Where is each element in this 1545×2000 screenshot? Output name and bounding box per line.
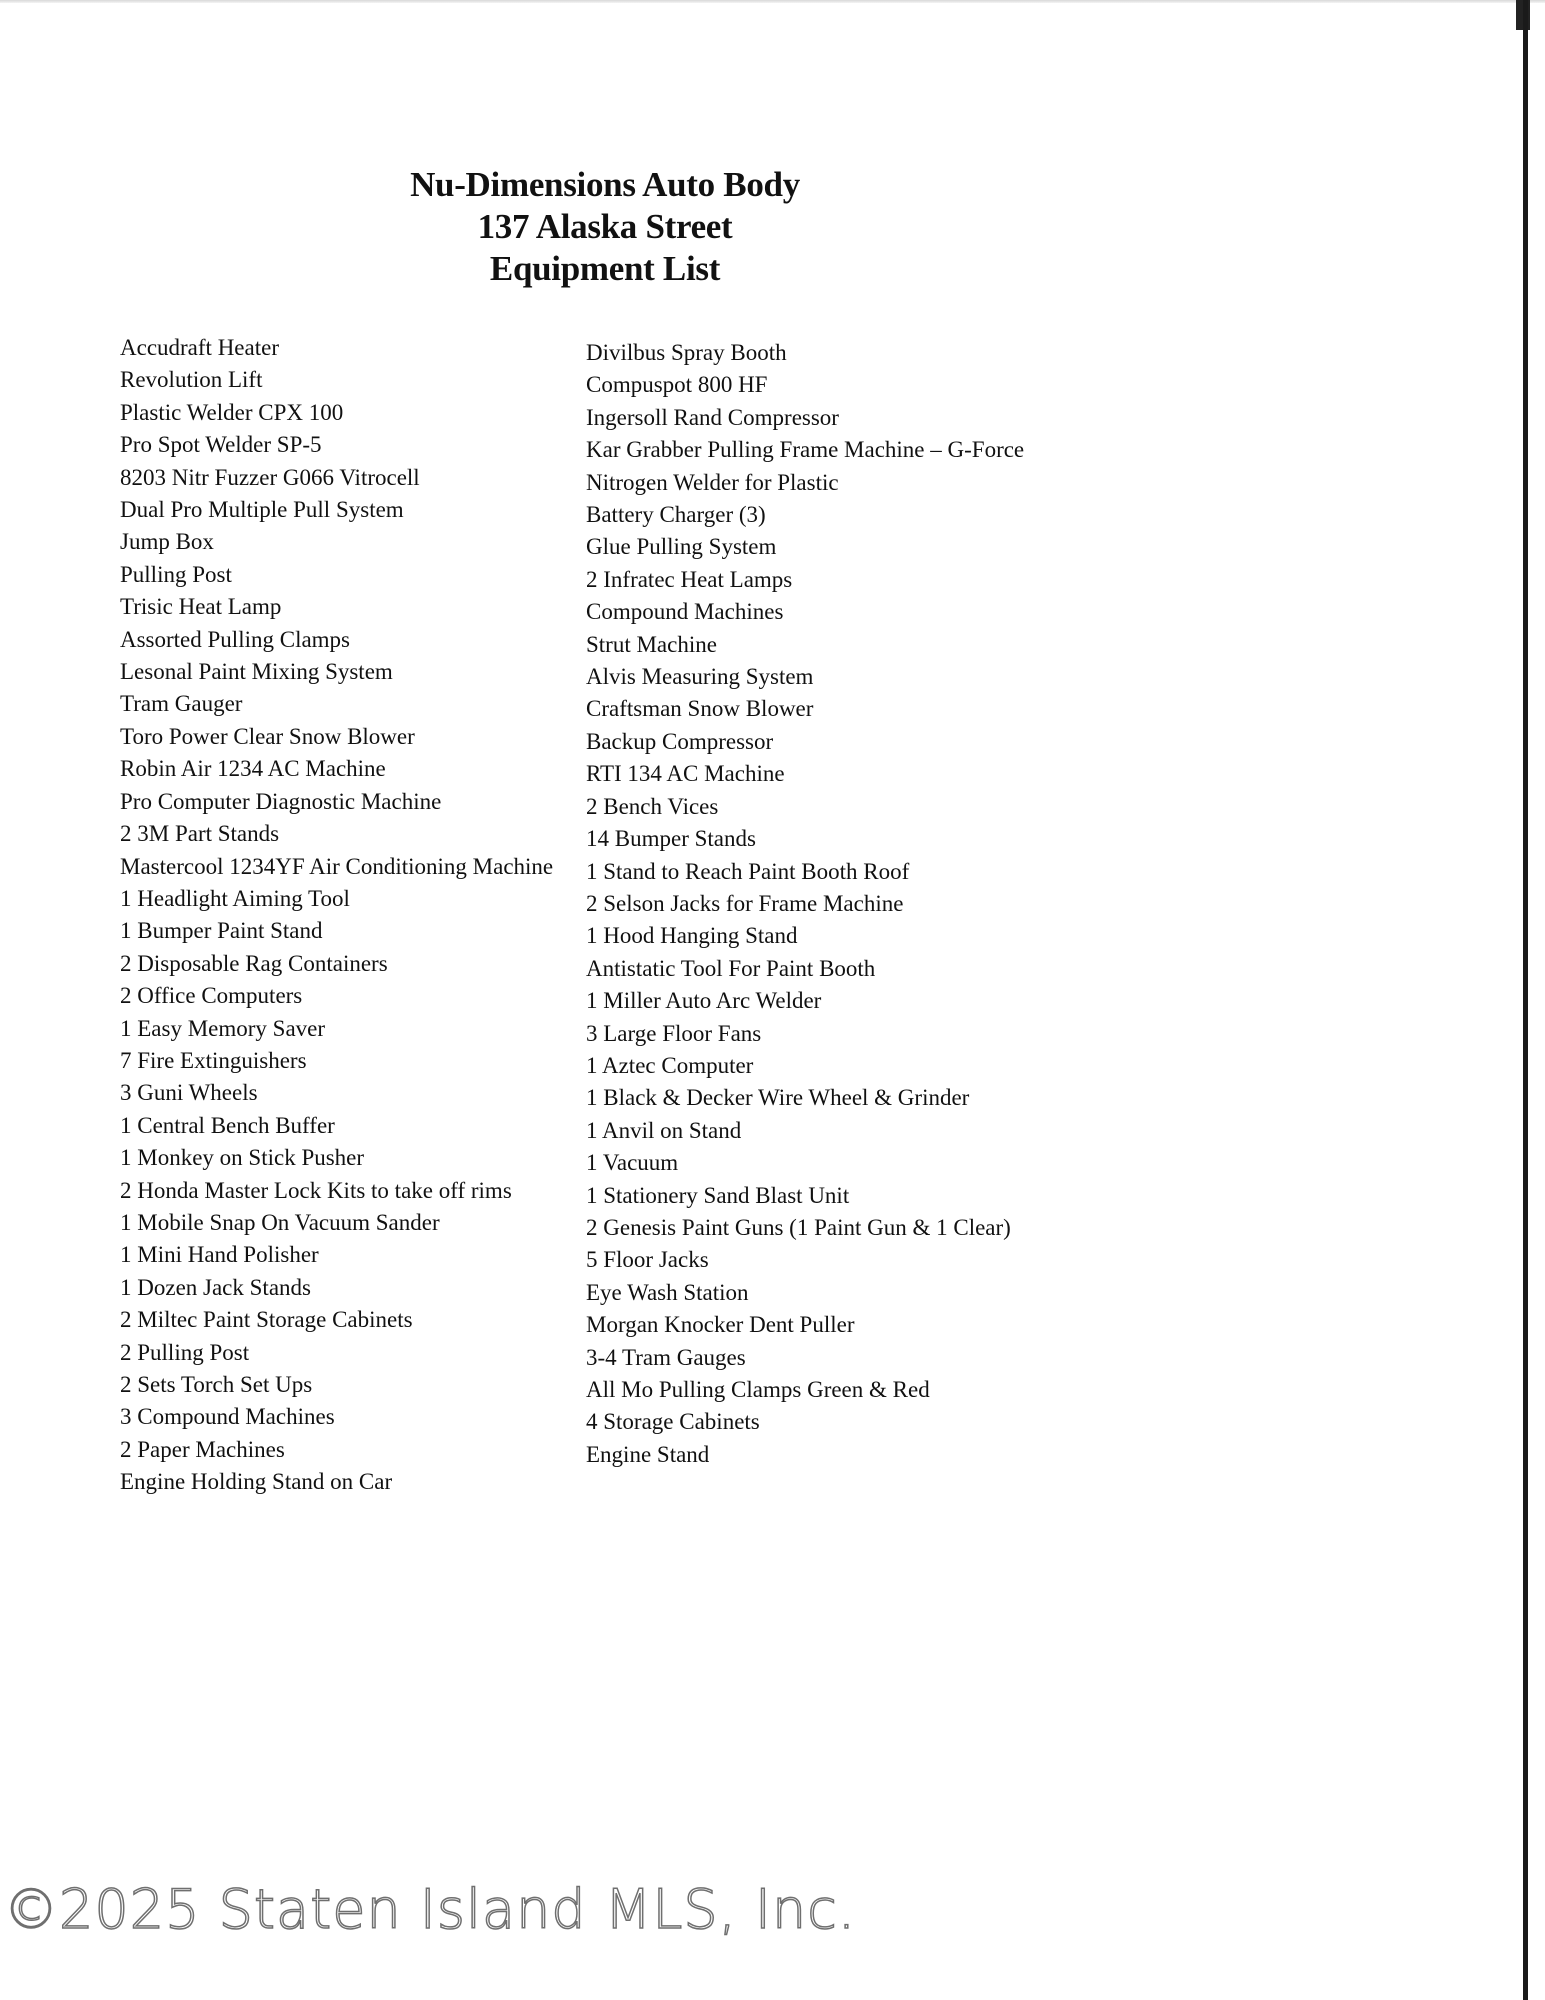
document-header: [300, 164, 910, 290]
equipment-item: 1 Central Bench Buffer: [120, 1112, 335, 1138]
equipment-item: Nitrogen Welder for Plastic: [586, 469, 839, 495]
equipment-item: 3 Guni Wheels: [120, 1080, 258, 1106]
equipment-item: 2 Sets Torch Set Ups: [120, 1372, 313, 1397]
equipment-item: 1 Anvil on Stand: [586, 1117, 742, 1143]
equipment-item: 2 Office Computers: [120, 983, 303, 1009]
scan-top-edge: [0, 0, 1545, 3]
equipment-item: Strut Machine: [586, 631, 717, 657]
document-title: Equipment List: [489, 249, 721, 288]
equipment-item: 1 Headlight Aiming Tool: [120, 885, 350, 911]
equipment-item: 1 Stationery Sand Blast Unit: [586, 1182, 850, 1208]
equipment-item: Battery Charger (3): [586, 502, 766, 528]
street-address: 137 Alaska Street: [477, 207, 733, 246]
equipment-item: 1 Mobile Snap On Vacuum Sander: [120, 1209, 440, 1235]
equipment-item: 2 Disposable Rag Containers: [120, 950, 388, 976]
equipment-item: Compuspot 800 HF: [586, 372, 768, 398]
equipment-item: Assorted Pulling Clamps: [120, 626, 351, 652]
equipment-item: 5 Floor Jacks: [586, 1247, 709, 1273]
equipment-item: 1 Aztec Computer: [586, 1052, 754, 1078]
equipment-item: 1 Black & Decker Wire Wheel & Grinder: [586, 1085, 970, 1111]
equipment-list-right: [586, 337, 1086, 1471]
equipment-item: Trisic Heat Lamp: [120, 594, 282, 620]
equipment-item: 2 Genesis Paint Guns (1 Paint Gun & 1 Clear): [586, 1214, 1011, 1240]
company-name: Nu-Dimensions Auto Body: [410, 165, 800, 204]
equipment-item: 1 Vacuum: [586, 1150, 679, 1176]
equipment-item: 1 Miller Auto Arc Welder: [586, 988, 822, 1014]
copyright-watermark: ©2025 Staten Island MLS, Inc.: [4, 1878, 857, 1941]
equipment-item: Jump Box: [120, 529, 214, 555]
equipment-item: Alvis Measuring System: [586, 664, 814, 690]
equipment-item: 2 Honda Master Lock Kits to take off rims: [120, 1177, 512, 1203]
equipment-item: 2 Miltec Paint Storage Cabinets: [120, 1307, 413, 1333]
equipment-item: 2 Pulling Post: [120, 1339, 250, 1365]
equipment-item: 3 Large Floor Fans: [586, 1020, 762, 1046]
equipment-item: 2 3M Part Stands: [120, 821, 280, 847]
equipment-item: 4 Storage Cabinets: [586, 1409, 760, 1435]
equipment-item: 2 Paper Machines: [120, 1436, 285, 1462]
equipment-item: Plastic Welder CPX 100: [120, 399, 344, 425]
equipment-item: Eye Wash Station: [586, 1279, 749, 1305]
equipment-item: 1 Bumper Paint Stand: [120, 918, 323, 944]
equipment-item: Glue Pulling System: [586, 534, 777, 560]
equipment-item: Robin Air 1234 AC Machine: [120, 756, 386, 782]
equipment-item: Pro Spot Welder SP-5: [120, 432, 322, 458]
equipment-item: Craftsman Snow Blower: [586, 696, 814, 722]
equipment-item: Divilbus Spray Booth: [586, 340, 787, 365]
equipment-item: Backup Compressor: [586, 728, 774, 754]
equipment-item: All Mo Pulling Clamps Green & Red: [586, 1377, 930, 1402]
equipment-item: Pulling Post: [120, 561, 232, 587]
equipment-item: Kar Grabber Pulling Frame Machine – G-Force: [586, 437, 1025, 463]
equipment-item: 1 Dozen Jack Stands: [120, 1274, 311, 1300]
equipment-item: Engine Holding Stand on Car: [120, 1469, 393, 1495]
equipment-item: 1 Hood Hanging Stand: [586, 923, 798, 949]
equipment-item: 1 Easy Memory Saver: [120, 1015, 326, 1041]
equipment-item: 7 Fire Extinguishers: [120, 1047, 307, 1073]
equipment-item: 2 Bench Vices: [586, 793, 719, 819]
equipment-item: 1 Stand to Reach Paint Booth Roof: [586, 858, 910, 884]
equipment-item: Revolution Lift: [120, 367, 263, 393]
equipment-item: 2 Infratec Heat Lamps: [586, 566, 793, 592]
equipment-item: 14 Bumper Stands: [586, 826, 756, 852]
scan-right-border: [1523, 0, 1528, 2000]
equipment-item: Engine Stand: [586, 1441, 710, 1467]
equipment-item: 2 Selson Jacks for Frame Machine: [586, 890, 904, 916]
equipment-item: Dual Pro Multiple Pull System: [120, 497, 404, 523]
equipment-item: Mastercool 1234YF Air Conditioning Machine: [120, 853, 554, 879]
equipment-list-left: [120, 332, 590, 1499]
equipment-item: 1 Mini Hand Polisher: [120, 1242, 319, 1268]
equipment-item: 3-4 Tram Gauges: [586, 1344, 746, 1370]
equipment-item: Pro Computer Diagnostic Machine: [120, 788, 442, 814]
equipment-item: Ingersoll Rand Compressor: [586, 404, 839, 430]
equipment-item: Tram Gauger: [120, 691, 243, 717]
equipment-item: Compound Machines: [586, 599, 784, 625]
equipment-item: Toro Power Clear Snow Blower: [120, 723, 415, 749]
equipment-item: Lesonal Paint Mixing System: [120, 659, 393, 685]
equipment-item: 3 Compound Machines: [120, 1404, 335, 1430]
equipment-item: Morgan Knocker Dent Puller: [586, 1312, 855, 1338]
equipment-item: 1 Monkey on Stick Pusher: [120, 1145, 365, 1171]
equipment-item: RTI 134 AC Machine: [586, 761, 785, 787]
equipment-item: 8203 Nitr Fuzzer G066 Vitrocell: [120, 464, 420, 490]
equipment-item: Accudraft Heater: [120, 335, 279, 360]
equipment-item: Antistatic Tool For Paint Booth: [586, 955, 876, 981]
